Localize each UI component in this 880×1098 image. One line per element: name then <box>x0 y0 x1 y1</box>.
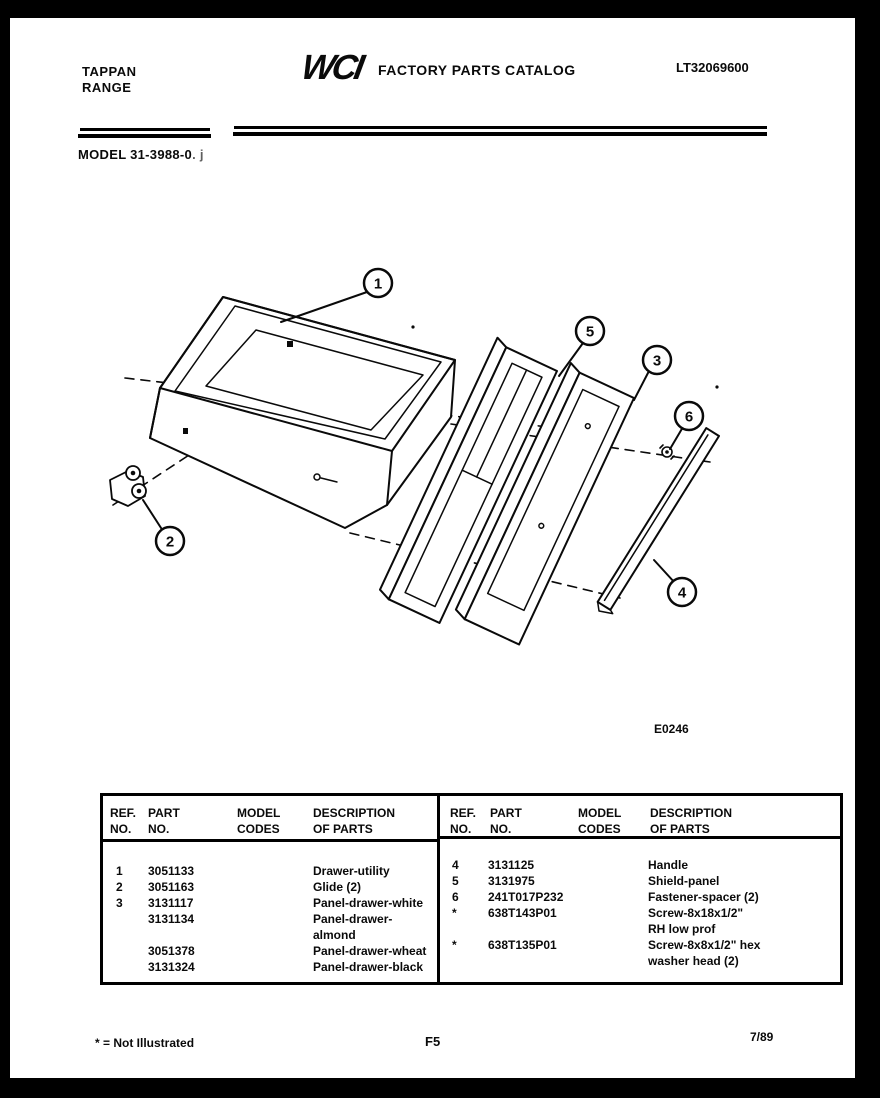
callout-4 <box>654 560 696 606</box>
column-header: NO. <box>110 822 132 836</box>
description-cell: RH low prof <box>648 922 716 936</box>
description-cell: almond <box>313 928 356 942</box>
svg-text:1: 1 <box>373 275 383 293</box>
description-cell: Fastener-spacer (2) <box>648 890 759 904</box>
ref-no-cell: 4 <box>452 858 459 872</box>
column-header: CODES <box>237 822 280 836</box>
column-header: MODEL <box>578 806 622 820</box>
ref-no-cell: 3 <box>116 896 123 910</box>
parts-table-header-rule-right <box>440 836 843 839</box>
page-code: F5 <box>425 1034 441 1049</box>
column-header: MODEL <box>237 806 281 820</box>
callout-5 <box>559 317 604 376</box>
date-code: 7/89 <box>750 1030 774 1044</box>
part-no-cell: 3131117 <box>148 896 194 910</box>
ref-no-cell: * <box>452 938 457 952</box>
description-cell: Handle <box>648 858 689 872</box>
description-cell: washer head (2) <box>648 954 739 968</box>
drawer-part <box>150 297 455 528</box>
description-cell: Panel-drawer-wheat <box>313 944 427 958</box>
part-no-cell: 3051378 <box>148 944 195 958</box>
brand-name-line1: TAPPAN <box>82 64 137 79</box>
part-no-cell: 241T017P232 <box>488 890 564 904</box>
description-cell: Panel-drawer-white <box>313 896 424 910</box>
not-illustrated-note: * = Not Illustrated <box>95 1036 195 1050</box>
column-header: REF. <box>110 806 137 820</box>
scan-speck <box>715 385 718 388</box>
column-header: DESCRIPTION <box>650 806 733 820</box>
catalog-title: FACTORY PARTS CATALOG <box>378 62 576 78</box>
callout-1 <box>281 269 392 322</box>
callout-3 <box>634 346 671 400</box>
column-header: DESCRIPTION <box>313 806 396 820</box>
ref-no-cell: 2 <box>116 880 123 894</box>
part-no-cell: 3051163 <box>148 880 195 894</box>
column-header: REF. <box>450 806 477 820</box>
part-no-cell: 638T143P01 <box>488 906 557 920</box>
description-cell: Panel-drawer-black <box>313 960 424 974</box>
part-no-cell: 3131324 <box>148 960 195 974</box>
part-no-cell: 3131134 <box>148 912 195 926</box>
description-cell: Drawer-utility <box>313 864 390 878</box>
parts-table-header-rule-left <box>103 839 437 842</box>
column-header: OF PARTS <box>650 822 710 836</box>
parts-table-divider <box>437 793 440 985</box>
column-header: NO. <box>490 822 512 836</box>
column-header: PART <box>148 806 180 820</box>
callout-2 <box>143 500 184 555</box>
svg-text:4: 4 <box>677 584 687 602</box>
ref-no-cell: 1 <box>116 864 123 878</box>
figure-code: E0246 <box>654 722 689 736</box>
column-header: NO. <box>148 822 170 836</box>
ref-no-cell: * <box>452 906 457 920</box>
part-no-cell: 3131125 <box>488 858 535 872</box>
wci-logo: WCI <box>298 48 365 87</box>
description-cell: Glide (2) <box>313 880 362 894</box>
column-header: NO. <box>450 822 472 836</box>
model-scan-artifact: . j <box>192 147 204 162</box>
column-header: OF PARTS <box>313 822 373 836</box>
description-cell: Screw-8x18x1/2" <box>648 906 744 920</box>
part-no-cell: 3051133 <box>148 864 195 878</box>
svg-text:2: 2 <box>165 533 175 551</box>
svg-text:5: 5 <box>585 323 595 341</box>
column-header: CODES <box>578 822 621 836</box>
handle-part <box>594 428 722 618</box>
brand-name-line2: RANGE <box>82 80 132 95</box>
model-number: MODEL 31-3988-0 <box>78 147 193 162</box>
glide-part <box>110 466 146 506</box>
svg-text:6: 6 <box>684 408 694 426</box>
ref-no-cell: 5 <box>452 874 459 888</box>
column-header: PART <box>490 806 522 820</box>
part-no-cell: 638T135P01 <box>488 938 557 952</box>
publication-number: LT32069600 <box>676 60 749 75</box>
description-cell: Screw-8x8x1/2" hex <box>648 938 761 952</box>
description-cell: Panel-drawer- <box>313 912 393 926</box>
description-cell: Shield-panel <box>648 874 720 888</box>
part-no-cell: 3131975 <box>488 874 535 888</box>
ref-no-cell: 6 <box>452 890 459 904</box>
scan-speck <box>411 325 414 328</box>
svg-text:3: 3 <box>652 352 662 370</box>
